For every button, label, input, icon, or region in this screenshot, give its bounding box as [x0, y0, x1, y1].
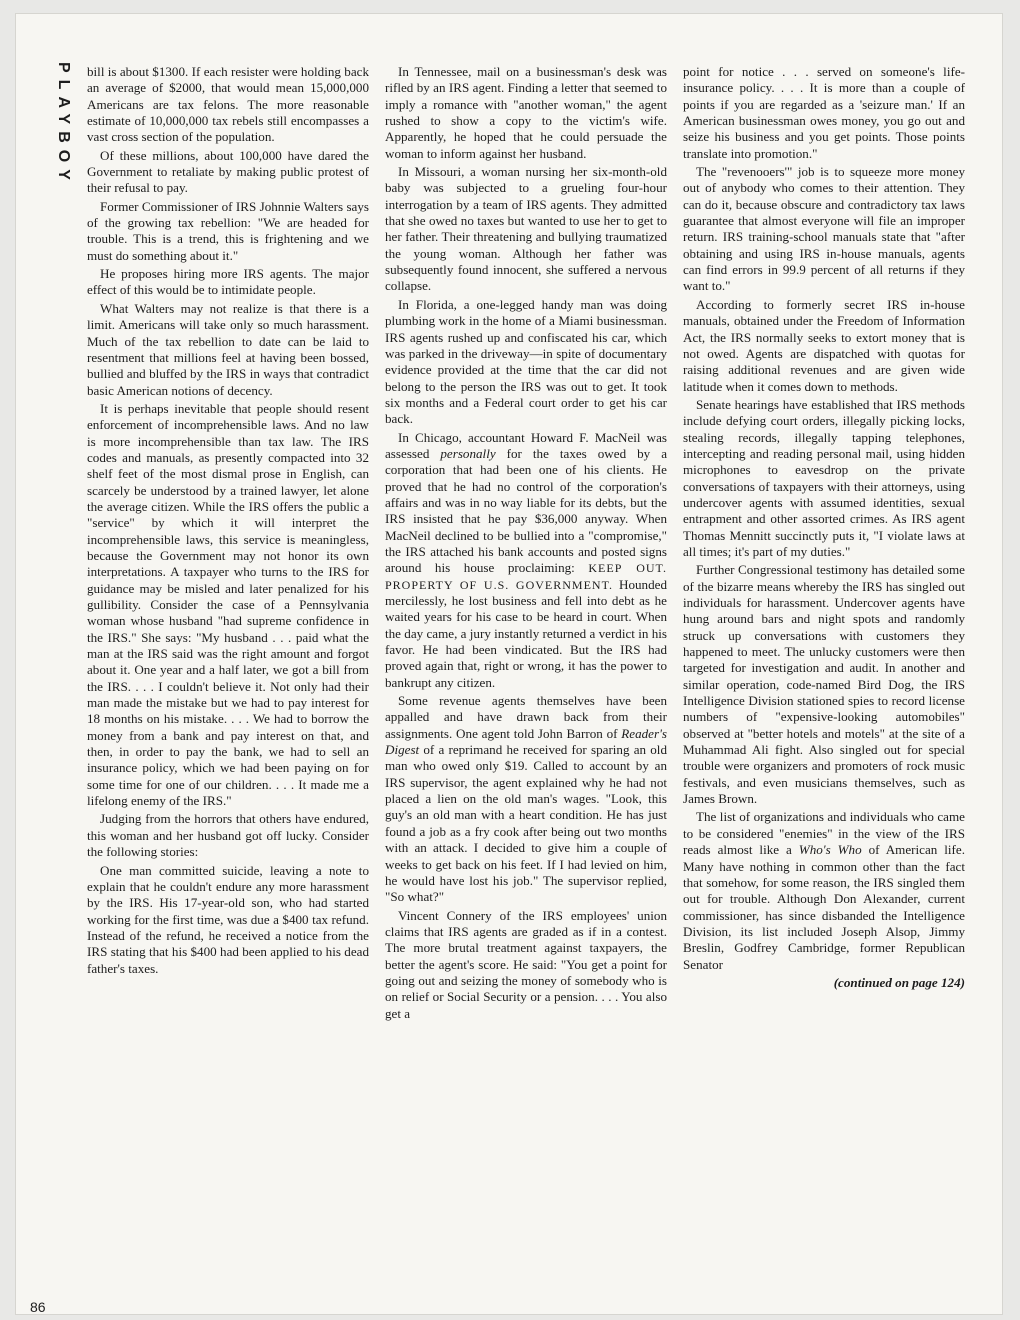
article-column-1 [87, 64, 369, 977]
text-run: In Chicago, accountant Howard F. MacNeil was assessed [385, 429, 667, 461]
text-run: Some revenue agents themselves have been appalled and have drawn back from their assignments. One agent told John Barron of [385, 693, 667, 741]
sign-text: KEEP OUT. PROPERTY OF U.S. GOVERNMENT. [385, 561, 667, 592]
article-paragraph: Vincent Connery of the IRS employees' union claims that IRS agents are graded as if in a contest. The more brutal treatment against taxpayers, the better the agent's score. He said: "You get a point for going out and seizing the money of somebody who is on relief or Social Security or a pension. . . . You also get a [385, 907, 667, 1021]
article-paragraph: In Tennessee, mail on a businessman's desk was rifled by an IRS agent. Finding a letter that seemed to imply a romance with "another woman," the agent rushed to show a copy to the victim's wife. Apparently, he hoped that he could persuade the woman to inform against her husband. [385, 64, 667, 161]
text-run: Hounded mercilessly, he lost business and fell into debt as he waited years for his case to be heard in court. When the day came, a jury instantly returned a verdict in his favor. He had been vindicated. But the IRS had proved again that, right or wrong, it has the power to bankrupt any citizen. [385, 576, 667, 690]
article-paragraph: According to formerly secret IRS in-house manuals, obtained under the Freedom of Information Act, the IRS normally seeks to extort money that is not owed. Agents are dispatched with quotas for raising additional revenues and are given wide latitude when it comes down to methods. [683, 296, 965, 394]
article-column-2 [385, 64, 667, 1022]
article-paragraph: One man committed suicide, leaving a note to explain that he couldn't endure any more harassment by the IRS. His 17-year-old son, who had started working for the first time, was due a $400 tax refund. Instead of the refund, he received a notice from the IRS stating that his $400 had been applied to his dead father's taxes. [87, 862, 369, 976]
article-paragraph-enemies [683, 809, 965, 972]
article-paragraph: point for notice . . . served on someone's life-insurance policy. . . . It is more than a couple of points if you are regarded as a 'seizure man.' If an American businessman owes money, you go out and seize his business and you get points. Those points translate into promotion." [683, 64, 965, 161]
text-run: The list of organizations and individuals who came to be considered "enemies" in the view of the IRS reads almost like a [683, 809, 965, 858]
continued-note: (continued on page 124) [833, 974, 965, 990]
article-paragraph: What Walters may not realize is that there is a limit. Americans will take only so much harassment. Much of the tax rebellion to date can be laid to resentment that millions feel at having been bossed, bullied and bluffed by the IRS in ways that contradict basic American notions of decency. [87, 300, 369, 398]
article-paragraph: bill is about $1300. If each resister were holding back an average of $2000, that would mean 15,000,000 Americans are tax felons. The more reasonable estimate of 10,000,000 tax rebels still encompasses a vast cross section of the population. [87, 64, 369, 145]
publication-title: Who's Who [798, 842, 862, 858]
article-paragraph: Further Congressional testimony has detailed some of the bizarre means whereby the IRS has singled out individuals for harassment. Undercover agents have hung around bars and night spots and randomly struck up conversations with customers they happened to meet. The unlucky customers were then targeted for investigation and audit. In another and similar operation, code-named Bird Dog, the IRS Intelligence Division stationed spies to record license numbers of "expensive-looking automobiles" observed at "better hotels and motels" at the site of a Muhammad Ali fight. Also singled out for special trouble were organizers and promoters of rock music festivals, and even musicians themselves, such as James Brown. [683, 562, 965, 807]
article-paragraph-barron [385, 693, 667, 905]
magazine-masthead: PLAYBOY [55, 62, 72, 187]
article-paragraph: Senate hearings have established that IRS methods include defying court orders, illegally picking locks, stealing records, illegally tapping telephones, intercepting and reading personal mail, using hidden microphones to eavesdrop on the private conversations of taxpayers with their attorneys, using undercover agents with assumed identities, sexual entrapment and other assorted crimes. As IRS agent Thomas Mennitt succinctly puts it, "I violate laws at all times; it's part of my duties." [683, 396, 965, 559]
article-paragraph: In Florida, a one-legged handy man was doing plumbing work in the home of a Miami businessman. IRS agents rushed up and confiscated his car, which was parked in the driveway—in spite of documentary evidence provided at the time that the car did not belong to the person the IRS was out to get. It took six months and a Federal court order to get his car back. [385, 296, 667, 427]
text-run: of a reprimand he received for sparing an old man who owed only $19. Called to account by an IRS supervisor, the agent explained why he had not placed a lien on the old man's wages. "Look, this guy's an old man with a heart condition. He has just found a job as a fry cook after being out two months with an attack. I decided to give him a couple of weeks to get back on his feet. If I had levied on him, he would have lost his job." The supervisor replied, "So what?" [385, 742, 667, 905]
article-paragraph-macneil [385, 430, 667, 692]
publication-title: Reader's Digest [385, 725, 667, 758]
text-run: of American life. Many have nothing in common other than the fact that somehow, for some reason, the IRS singled them out for trouble. Although Don Alexander, current commissioner, has since disbanded the Intelligence Division, its list included Joseph Alsop, Jimmy Breslin, Godfrey Cambridge, former Republican Senator [683, 842, 965, 972]
article-paragraph: Of these millions, about 100,000 have dared the Government to retaliate by making public protest of their refusal to pay. [87, 147, 369, 196]
emphasis: personally [440, 445, 496, 461]
article-paragraph: Judging from the horrors that others have endured, this woman and her husband got off lucky. Consider the following stories: [87, 811, 369, 860]
article-paragraph: In Missouri, a woman nursing her six-month-old baby was subjected to a grueling four-hour interrogation by a team of IRS agents. They admitted that she owed no taxes but wanted to use her to get to her father. Their threatening and bullying traumatized the young woman. Although her father was subsequently found innocent, she suffered a nervous collapse. [385, 164, 667, 294]
magazine-page [16, 14, 1002, 1314]
article-paragraph: The "revenooers'" job is to squeeze more money out of anybody who comes to their attention. They can do it, because obscure and contradictory tax laws guarantee that almost everyone will file an improper return. IRS training-school manuals state that "after obtaining and using IRS in-house manuals, agents can find errors in 99.9 percent of all returns if they want to." [683, 164, 965, 294]
article-paragraph: It is perhaps inevitable that people should resent enforcement of incomprehensible laws. And no law is more incomprehensible than tax law. The IRS codes and manuals, as presently compacted into 32 shelf feet of the most dismal prose in English, can scarcely be understood by a trained lawyer, let alone the average citizen. While the IRS offers the public a "service" by which it will interpret the incomprehensible laws, this service is meaningless, because the Government may not honor its own interpretations. A taxpayer who turns to the IRS for guidance may be misled and later penalized for his gullibility. Consider the case of a Pennsylvania woman whose husband "had supreme confidence in the IRS." She says: "My husband . . . paid what the man at the IRS said was the right amount and forgot about it. One year and a half later, we got a bill from the IRS. . . . I couldn't believe it. Not only had their man made the mistake but we had to pay interest for 18 months on his mistake. . . . We had to borrow the money from a bank and pay interest on that, and then, in order to pay the bank, we had to sell an insurance policy, which we had been paying on for some time for one of our children. . . . It made me a lifelong enemy of the IRS." [87, 400, 369, 809]
article-paragraph: He proposes hiring more IRS agents. The major effect of this would be to intimidate people. [87, 266, 369, 298]
text-run: for the taxes owed by a corporation that had been one of his clients. He proved that he had no control of the corporation's affairs and was in no way liable for its debts, but the IRS insisted that he pay $36,000 anyway. When MacNeil declined to be bullied into a "compromise," the IRS attached his bank accounts and posted signs around his house proclaiming: [385, 445, 668, 576]
article-paragraph: Former Commissioner of IRS Johnnie Walters says of the growing tax rebellion: "We are headed for trouble. This is a trend, this is frightening and we must do something about it." [87, 198, 369, 263]
article-column-3 [683, 64, 965, 991]
page-number: 86 [30, 1299, 46, 1315]
